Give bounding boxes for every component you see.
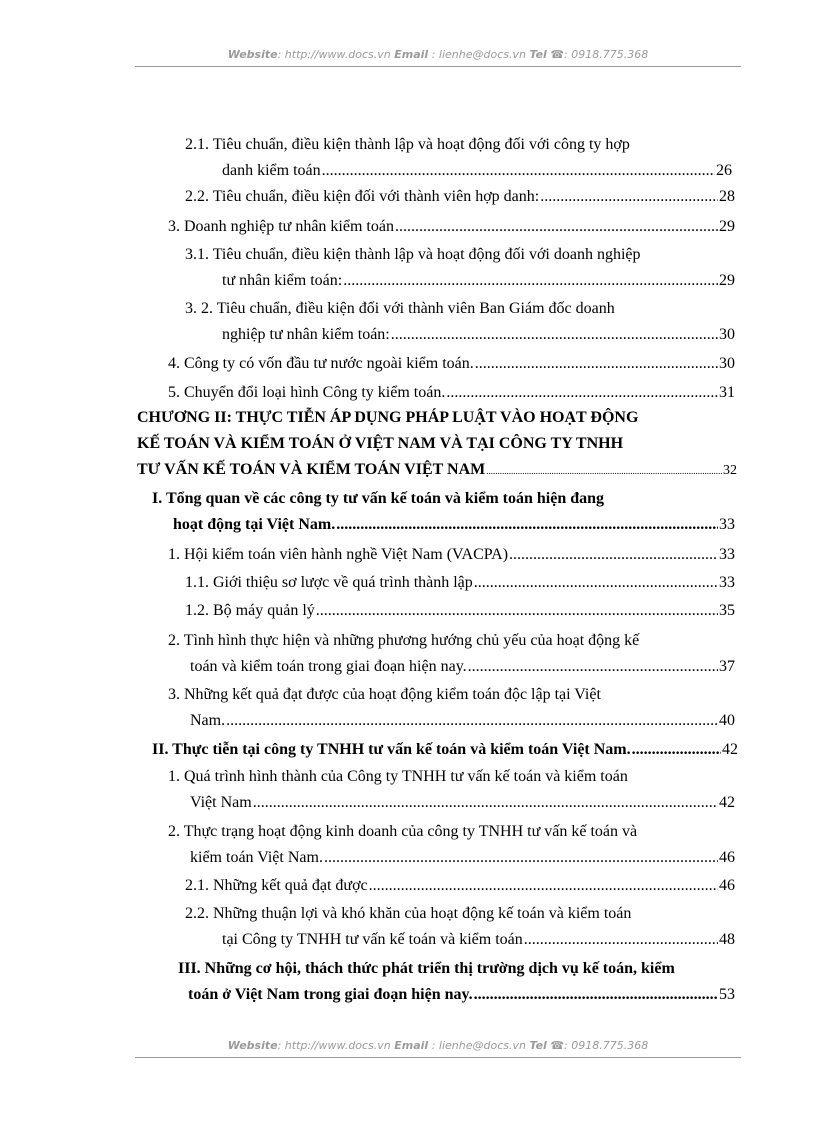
header-email-value[interactable]: : lienhe@docs.vn [431, 48, 526, 61]
toc-entry[interactable] [185, 873, 735, 899]
header-tel-label: Tel [529, 48, 547, 61]
toc-entry[interactable] [185, 598, 735, 624]
footer-website-value[interactable]: : http://www.docs.vn [277, 1039, 391, 1052]
toc-entry-line: hoạt động tại Việt Nam. [173, 516, 336, 533]
header-tel-value: : 0918.775.368 [564, 48, 649, 61]
toc-entry-line: tư nhân kiểm toán: [222, 272, 343, 289]
header-email-label: Email [394, 48, 429, 61]
toc-page-number: 42 [722, 741, 738, 758]
toc-page-number: 33 [719, 546, 735, 563]
toc-page-number: 33 [719, 516, 735, 533]
toc-page-number: 40 [719, 712, 735, 729]
toc-entry-line: 2. Thực trạng hoạt động kinh doanh của công ty TNHH tư vấn kế toán và [168, 823, 638, 840]
toc-entry[interactable] [168, 214, 735, 240]
toc-entry-line: III. Những cơ hội, thách thức phát triển thị trường dịch vụ kế toán, kiểm [178, 960, 675, 977]
footer-divider [135, 1057, 741, 1058]
toc-page-number: 53 [719, 986, 735, 1003]
toc-entry-line: 3.1. Tiêu chuẩn, điều kiện thành lập và hoạt động đối với doanh nghiệp [185, 246, 641, 263]
toc-entry-line: 2.2. Những thuận lợi và khó khăn của hoạt động kế toán và kiểm toán [185, 905, 632, 922]
page-footer [135, 1039, 741, 1052]
toc-entry-line: Việt Nam [190, 794, 252, 811]
phone-icon: ☎ [550, 1039, 565, 1052]
toc-entry-line: KẾ TOÁN VÀ KIỂM TOÁN Ở VIỆT NAM VÀ TẠI CÔNG TY TNHH [137, 435, 624, 452]
toc-page-number: 48 [719, 931, 735, 948]
toc-entry-line: 4. Công ty có vốn đầu tư nước ngoài kiểm toán. [168, 355, 474, 372]
toc-entry[interactable] [185, 296, 735, 348]
header-website-value[interactable]: : http://www.docs.vn [277, 48, 391, 61]
toc-page-number: 42 [719, 794, 735, 811]
toc-entry-line: kiểm toán Việt Nam. [190, 849, 323, 866]
toc-entry[interactable] [185, 132, 732, 184]
toc-entry-line: TƯ VẤN KẾ TOÁN VÀ KIỂM TOÁN VIỆT NAM [137, 461, 486, 478]
toc-entry-line: II. Thực tiễn tại công ty TNHH tư vấn kế toán và kiểm toán Việt Nam. [152, 741, 631, 758]
toc-entry-line: 2.2. Tiêu chuẩn, điều kiện đối với thành viên hợp danh: [185, 188, 540, 205]
toc-page-number: 46 [719, 849, 735, 866]
toc-entry-line: 3. 2. Tiêu chuẩn, điều kiện đối với thành viên Ban Giám đốc doanh [185, 300, 615, 317]
toc-page-number: 33 [719, 574, 735, 591]
toc-entry[interactable] [168, 682, 735, 734]
toc-entry-line: 5. Chuyển đổi loại hình Công ty kiểm toán. [168, 384, 446, 401]
footer-tel-value: : 0918.775.368 [564, 1039, 649, 1052]
toc-page-number: 37 [719, 658, 735, 675]
header-website-label: Website [227, 48, 278, 61]
toc-section-entry[interactable] [152, 737, 738, 763]
phone-icon: ☎ [550, 48, 565, 61]
toc-entry-line: 1.2. Bộ máy quản lý [185, 602, 315, 619]
toc-page-number: 29 [719, 272, 735, 289]
toc-entry-line: 3. Doanh nghiệp tư nhân kiểm toán [168, 218, 394, 235]
toc-entry[interactable] [168, 764, 735, 816]
toc-page-number: 31 [719, 384, 735, 401]
toc-entry[interactable] [168, 542, 735, 568]
footer-website-label: Website [227, 1039, 278, 1052]
toc-entry[interactable] [185, 184, 735, 210]
toc-entry-line: 3. Những kết quả đạt được của hoạt động kiểm toán độc lập tại Việt [168, 686, 601, 703]
toc-section-entry[interactable] [178, 956, 735, 1008]
toc-entry-line: 1.1. Giới thiệu sơ lược về quá trình thành lập [185, 574, 473, 591]
toc-entry[interactable] [185, 901, 735, 953]
toc-entry[interactable] [168, 380, 735, 406]
toc-page-number: 26 [716, 162, 732, 179]
toc-page-number: 29 [719, 218, 735, 235]
toc-entry-line: nghiệp tư nhân kiểm toán: [222, 326, 390, 343]
toc-section-entry[interactable] [152, 486, 735, 538]
toc-page-number: 30 [719, 326, 735, 343]
toc-entry[interactable] [168, 351, 735, 377]
toc-page-number: 28 [719, 188, 735, 205]
toc-entry[interactable] [185, 242, 735, 294]
toc-entry-line: I. Tổng quan về các công ty tư vấn kế toán và kiểm toán hiện đang [152, 490, 605, 507]
toc-chapter-entry[interactable] [137, 405, 737, 483]
toc-entry[interactable] [168, 819, 735, 871]
toc-entry-line: 2.1. Tiêu chuẩn, điều kiện thành lập và hoạt động đối với công ty hợp [185, 136, 630, 153]
toc-entry-line: toán và kiểm toán trong giai đoạn hiện nay. [190, 658, 467, 675]
toc-page-number: 32 [723, 463, 737, 478]
header-divider [135, 66, 741, 67]
toc-entry-line: CHƯƠNG II: THỰC TIỄN ÁP DỤNG PHÁP LUẬT VÀO HOẠT ĐỘNG [137, 409, 639, 426]
page-header [135, 48, 741, 61]
footer-tel-label: Tel [529, 1039, 547, 1052]
toc-entry[interactable] [168, 628, 735, 680]
toc-entry-line: danh kiểm toán [222, 162, 321, 179]
toc-entry[interactable] [185, 570, 735, 596]
toc-page-number: 30 [719, 355, 735, 372]
toc-entry-line: 2. Tình hình thực hiện và những phương hướng chủ yếu của hoạt động kế [168, 632, 640, 649]
toc-page-number: 46 [719, 877, 735, 894]
toc-entry-line: 2.1. Những kết quả đạt được [185, 877, 368, 894]
toc-entry-line: tại Công ty TNHH tư vấn kế toán và kiểm toán [222, 931, 523, 948]
toc-entry-line: 1. Hội kiểm toán viên hành nghề Việt Nam (VACPA) [168, 546, 509, 563]
footer-email-label: Email [394, 1039, 429, 1052]
footer-email-value[interactable]: : lienhe@docs.vn [431, 1039, 526, 1052]
toc-entry-line: 1. Quá trình hình thành của Công ty TNHH tư vấn kế toán và kiểm toán [168, 768, 628, 785]
toc-page-number: 35 [719, 602, 735, 619]
toc-entry-line: Nam. [190, 712, 226, 729]
toc-entry-line: toán ở Việt Nam trong giai đoạn hiện nay. [188, 986, 473, 1003]
